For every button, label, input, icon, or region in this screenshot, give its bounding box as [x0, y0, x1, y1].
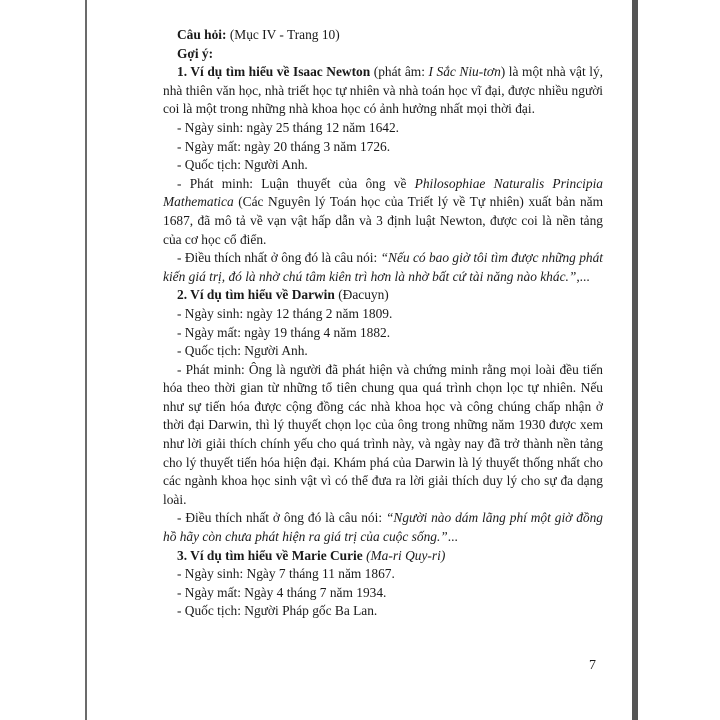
- darwin-invention: - Phát minh: Ông là người đã phát hiện và chứng minh rằng mọi loài đều tiến hóa theo thời gian từ những tổ tiên chung qua quá trình chọn lọc tự nhiên. Nếu như sự tiến hóa được cộng đồng các nhà khoa học và công chúng chấp nhận ở thời đại Darwin, thì lý thuyết chọn lọc của ông trong những năm 1930 được xem như lời giải thích chính yếu cho quá trình này, và ngày nay đã trở thành nền tảng cho lý thuyết tiến hóa hiện đại. Khám phá của Darwin là lý thuyết thống nhất cho các ngành khoa học sinh vật vì có thể đưa ra lời giải thích duy lý cho sự đa dạng loài.: [163, 361, 603, 507]
- darwin-nationality: - Quốc tịch: Người Anh.: [177, 343, 308, 359]
- newton-quote: [163, 249, 603, 286]
- hint-line: [163, 45, 603, 64]
- newton-birth: - Ngày sinh: ngày 25 tháng 12 năm 1642.: [177, 119, 400, 135]
- darwin-quote-a: - Điều thích nhất ở ông đó là câu nói:: [177, 510, 386, 526]
- question-line: [163, 26, 603, 45]
- darwin-death: - Ngày mất: ngày 19 tháng 4 năm 1882.: [177, 324, 391, 340]
- curie-pronounce: (Ma-ri Quy-ri): [362, 547, 446, 563]
- newton-title: 1. Ví dụ tìm hiểu về Isaac Newton: [177, 64, 371, 80]
- newton-death: - Ngày mất: ngày 20 tháng 3 năm 1726.: [177, 138, 391, 154]
- newton-invention-a: - Phát minh: Luận thuyết của ông về: [177, 175, 415, 191]
- page-content: [163, 26, 603, 621]
- newton-pronounce: I Sắc Niu-tơn: [428, 64, 501, 80]
- curie-birth: - Ngày sinh: Ngày 7 tháng 11 năm 1867.: [177, 566, 395, 582]
- darwin-quote-text: “Người nào dám lãng phí một giờ đồng hồ hãy còn chưa phát hiện ra giá trị của cuộc sống.”: [163, 510, 603, 545]
- right-margin: [638, 0, 720, 720]
- newton-quote-b: ,...: [576, 268, 590, 284]
- curie-death: - Ngày mất: Ngày 4 tháng 7 năm 1934.: [177, 584, 387, 600]
- darwin-birth: - Ngày sinh: ngày 12 tháng 2 năm 1809.: [177, 305, 393, 321]
- darwin-quote-b: ...: [447, 529, 458, 545]
- left-margin: [0, 0, 85, 720]
- book-page: [87, 0, 632, 720]
- darwin-title-line: [163, 286, 603, 305]
- page-number: 7: [589, 658, 596, 673]
- darwin-title-suffix: (Đacuyn): [334, 287, 389, 303]
- curie-nationality: - Quốc tịch: Người Pháp gốc Ba Lan.: [177, 603, 378, 619]
- darwin-quote: [163, 509, 603, 546]
- newton-intro-b: ) là một nhà vật lý, nhà thiên văn học, nhà triết học tự nhiên và nhà toán học vĩ đại, được nhiều người coi là một trong những nhà khoa học có ảnh hưởng nhất mọi thời đại.: [163, 64, 604, 117]
- newton-quote-a: - Điều thích nhất ở ông đó là câu nói:: [177, 250, 381, 266]
- newton-intro: [163, 63, 603, 119]
- newton-invention: [163, 175, 603, 249]
- newton-intro-a: (phát âm:: [370, 64, 429, 80]
- curie-title-line: [163, 547, 603, 566]
- curie-title: 3. Ví dụ tìm hiểu về Marie Curie: [177, 547, 363, 563]
- darwin-title: 2. Ví dụ tìm hiểu về Darwin: [177, 287, 335, 303]
- newton-nationality: - Quốc tịch: Người Anh.: [177, 157, 308, 173]
- question-label: Câu hỏi:: [177, 27, 227, 42]
- newton-principia: Philosophiae Naturalis Principia Mathematica: [163, 175, 603, 210]
- hint-label: Gợi ý:: [177, 45, 214, 61]
- newton-quote-text: “Nếu có bao giờ tôi tìm được những phát kiến giá trị, đó là nhờ chú tâm kiên trì hơn là nhờ bất cứ tài năng nào khác.”: [163, 250, 604, 284]
- question-ref: (Mục IV - Trang 10): [226, 27, 340, 42]
- newton-invention-b: (Các Nguyên lý Toán học của Triết lý về Tự nhiên) xuất bản năm 1687, đã mô tả về vạn vật hấp dẫn và 3 định luật Newton, được coi là nền tảng của cơ học cổ điển.: [163, 194, 603, 247]
